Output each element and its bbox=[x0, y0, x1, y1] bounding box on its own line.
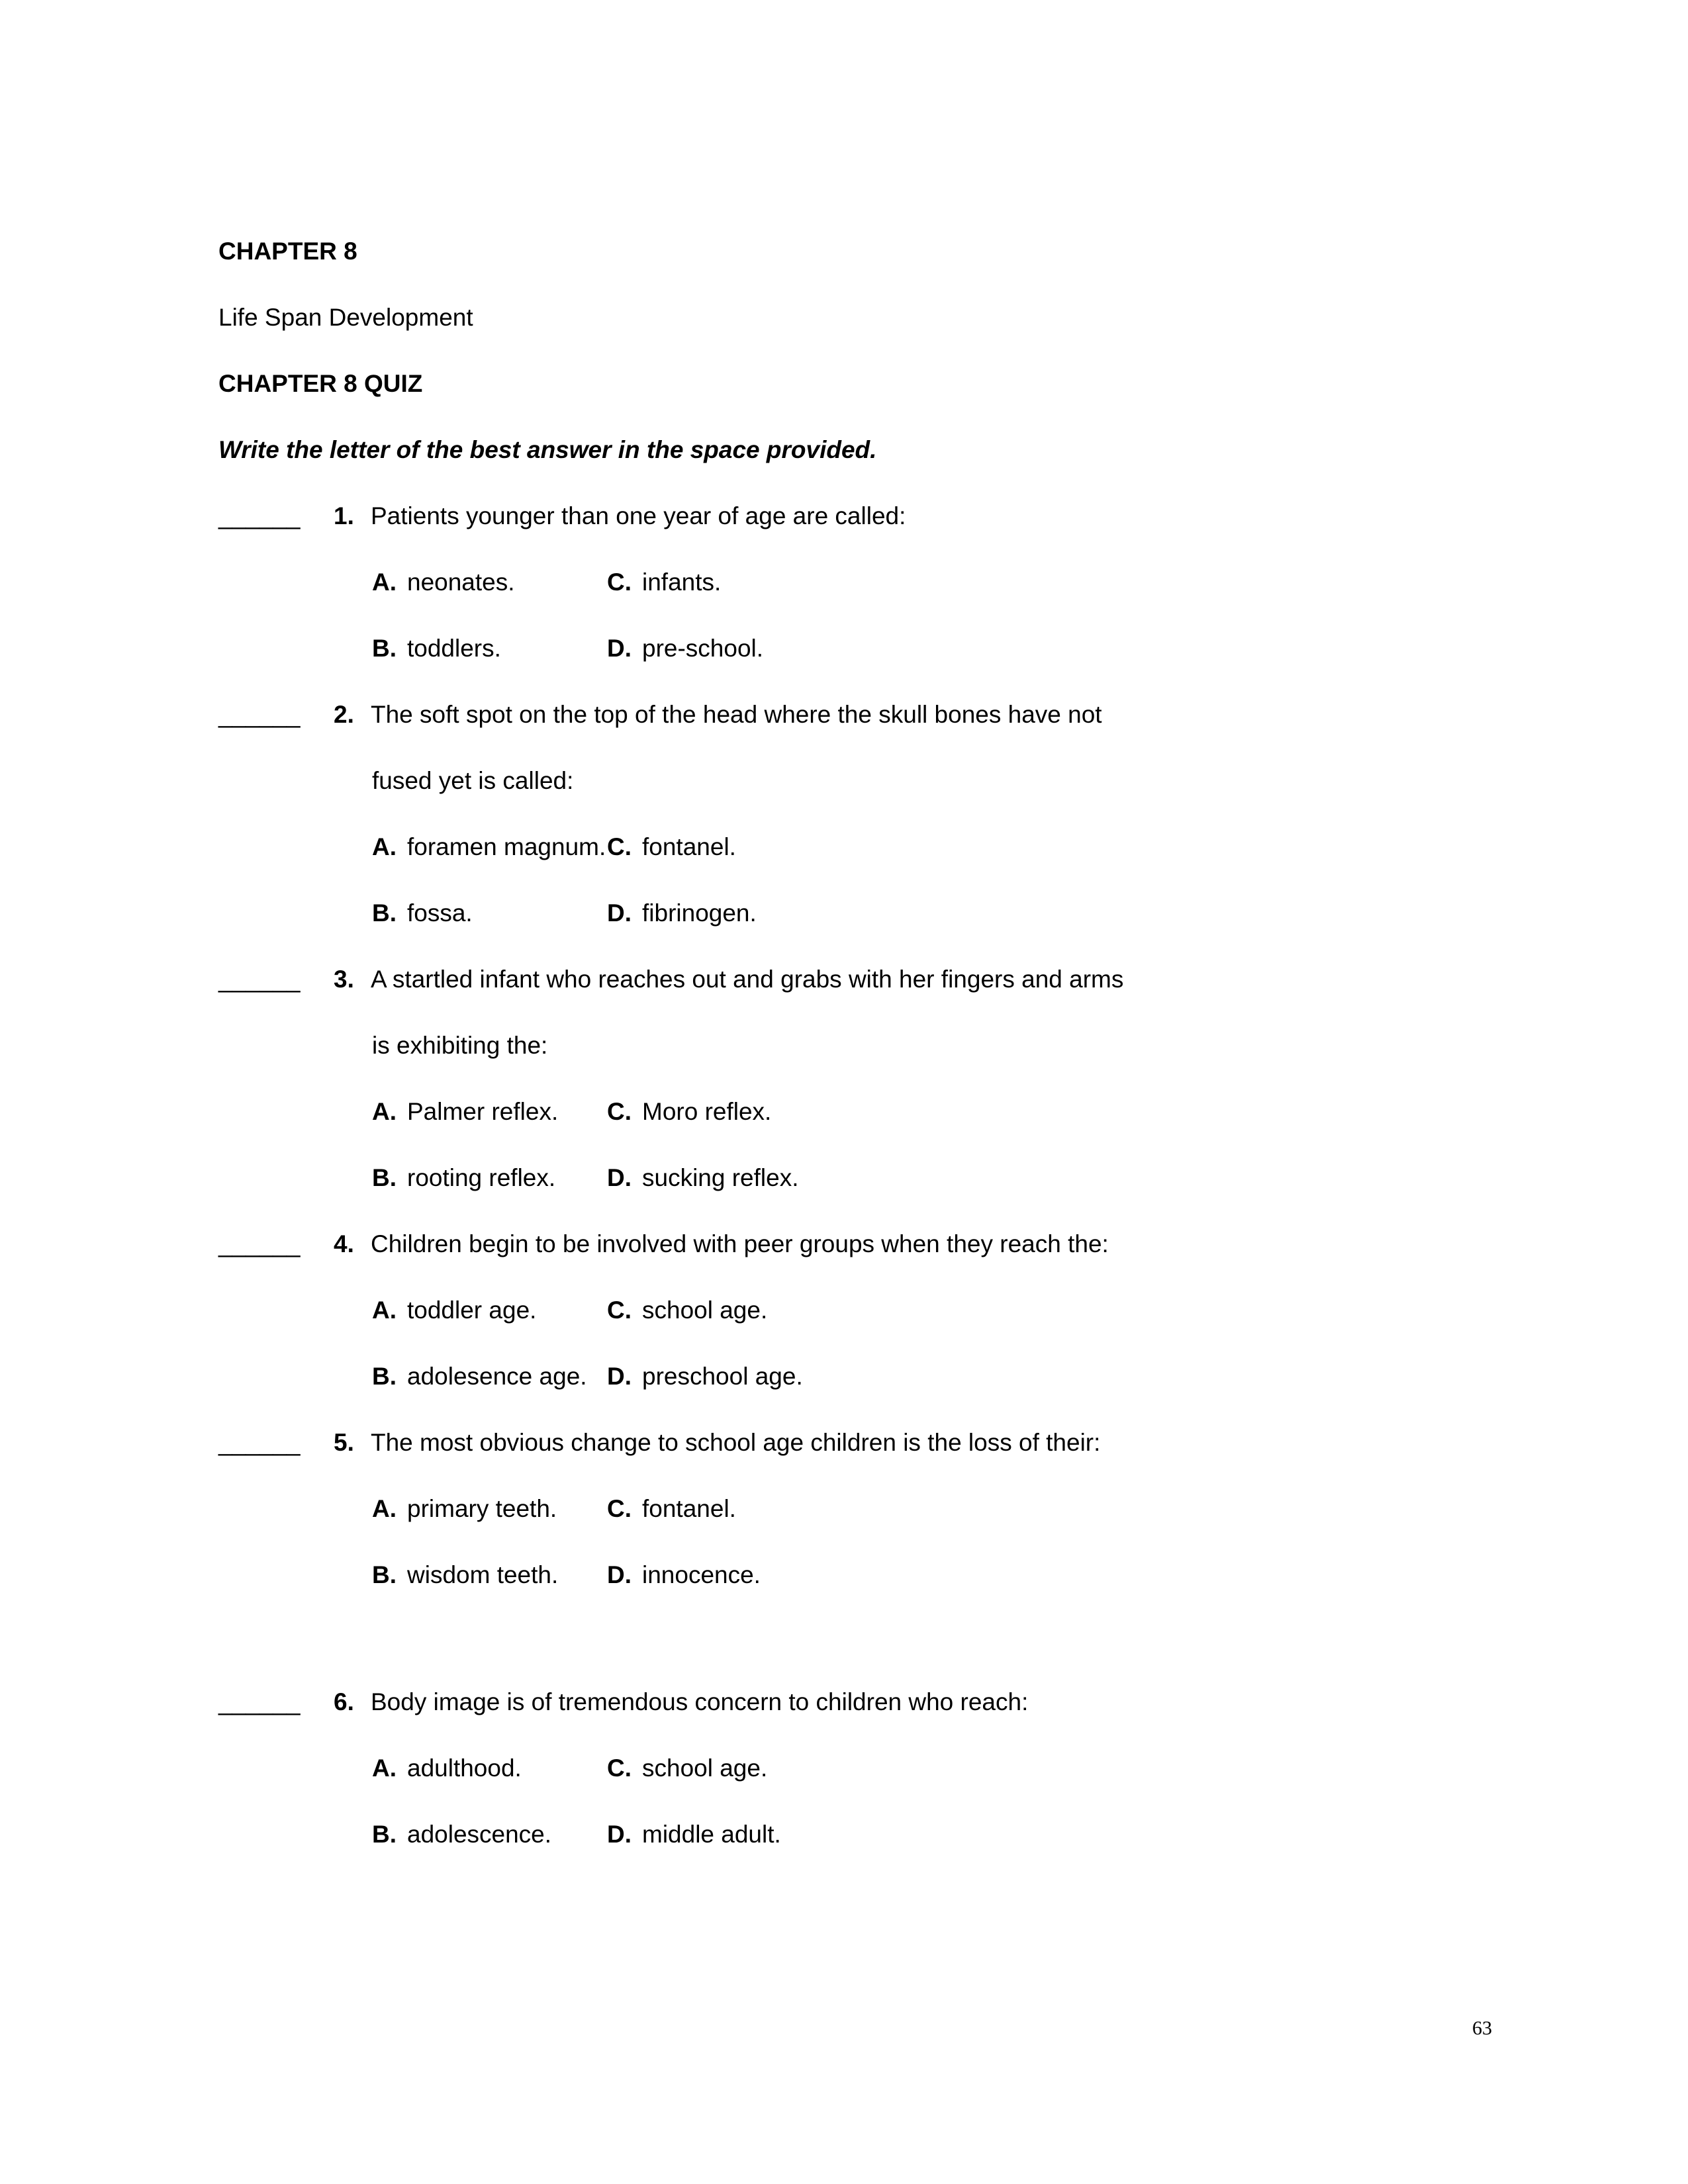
choice-letter-6-c: C. bbox=[607, 1754, 632, 1782]
choice-6-a bbox=[372, 1735, 607, 1801]
choice-text-2-c: fontanel. bbox=[642, 833, 736, 860]
choice-5-a bbox=[372, 1476, 607, 1542]
question-4-choices-row-2 bbox=[372, 1343, 1476, 1410]
page-number: 63 bbox=[1472, 2017, 1492, 2039]
chapter-heading: CHAPTER 8 bbox=[218, 238, 357, 265]
choice-letter-5-a: A. bbox=[372, 1495, 397, 1522]
choice-letter-5-b: B. bbox=[372, 1561, 397, 1588]
choice-2-d bbox=[607, 880, 757, 946]
question-3-choices-row-2 bbox=[372, 1145, 1476, 1211]
choice-text-4-d: preschool age. bbox=[642, 1363, 803, 1390]
question-text-5: The most obvious change to school age children is the loss of their: bbox=[371, 1429, 1101, 1456]
question-2 bbox=[218, 682, 1476, 748]
choice-6-b bbox=[372, 1801, 607, 1868]
question-text-3: A startled infant who reaches out and grabs with her fingers and arms bbox=[371, 966, 1124, 993]
question-5 bbox=[218, 1410, 1476, 1476]
choice-letter-1-d: D. bbox=[607, 635, 632, 662]
choice-letter-4-b: B. bbox=[372, 1363, 397, 1390]
choice-1-b bbox=[372, 615, 607, 682]
choice-letter-2-b: B. bbox=[372, 899, 397, 927]
question-1 bbox=[218, 483, 1476, 549]
choice-text-6-c: school age. bbox=[642, 1754, 768, 1782]
choice-text-5-c: fontanel. bbox=[642, 1495, 736, 1522]
choice-3-d bbox=[607, 1145, 799, 1211]
choice-text-6-a: adulthood. bbox=[407, 1754, 522, 1782]
question-text-2-continuation: fused yet is called: bbox=[372, 767, 574, 794]
choice-text-3-a: Palmer reflex. bbox=[407, 1098, 559, 1125]
choice-text-5-b: wisdom teeth. bbox=[407, 1561, 559, 1588]
question-1-choices-row-1 bbox=[372, 549, 1476, 615]
choice-3-a bbox=[372, 1079, 607, 1145]
answer-blank-5[interactable]: ______ bbox=[218, 1429, 301, 1456]
question-5-choices-row-1 bbox=[372, 1476, 1476, 1542]
choice-2-b bbox=[372, 880, 607, 946]
choice-text-4-b: adolesence age. bbox=[407, 1363, 587, 1390]
choice-6-d bbox=[607, 1801, 781, 1868]
choice-6-c bbox=[607, 1735, 767, 1801]
answer-blank-3[interactable]: ______ bbox=[218, 966, 301, 993]
choice-letter-4-d: D. bbox=[607, 1363, 632, 1390]
question-number-6: 6. bbox=[334, 1688, 354, 1715]
document-body bbox=[218, 218, 1476, 1868]
question-number-4: 4. bbox=[334, 1230, 354, 1257]
choice-letter-3-b: B. bbox=[372, 1164, 397, 1191]
choice-letter-6-d: D. bbox=[607, 1821, 632, 1848]
choice-letter-3-d: D. bbox=[607, 1164, 632, 1191]
choice-text-6-b: adolescence. bbox=[407, 1821, 552, 1848]
choice-5-b bbox=[372, 1542, 607, 1608]
question-text-2: The soft spot on the top of the head where the skull bones have not bbox=[371, 701, 1102, 728]
question-text-1: Patients younger than one year of age are called: bbox=[371, 502, 906, 529]
question-3 bbox=[218, 946, 1476, 1013]
choice-text-6-d: middle adult. bbox=[642, 1821, 781, 1848]
choice-1-c bbox=[607, 549, 721, 615]
question-5-choices-row-2 bbox=[372, 1542, 1476, 1608]
question-4-choices-row-1 bbox=[372, 1277, 1476, 1343]
choice-letter-4-c: C. bbox=[607, 1297, 632, 1324]
choice-5-c bbox=[607, 1476, 736, 1542]
choice-text-2-b: fossa. bbox=[407, 899, 473, 927]
question-text-3-continuation: is exhibiting the: bbox=[372, 1032, 548, 1059]
choice-letter-3-c: C. bbox=[607, 1098, 632, 1125]
question-number-2: 2. bbox=[334, 701, 354, 728]
choice-text-5-a: primary teeth. bbox=[407, 1495, 557, 1522]
question-text-4: Children begin to be involved with peer groups when they reach the: bbox=[371, 1230, 1109, 1257]
choice-text-1-c: infants. bbox=[642, 569, 722, 596]
answer-blank-1[interactable]: ______ bbox=[218, 502, 301, 529]
choice-letter-5-c: C. bbox=[607, 1495, 632, 1522]
question-3-choices-row-1 bbox=[372, 1079, 1476, 1145]
choice-2-c bbox=[607, 814, 736, 880]
question-text-6: Body image is of tremendous concern to children who reach: bbox=[371, 1688, 1029, 1715]
choice-text-2-a: foramen magnum. bbox=[407, 833, 606, 860]
choice-letter-5-d: D. bbox=[607, 1561, 632, 1588]
choice-1-a bbox=[372, 549, 607, 615]
choice-letter-2-d: D. bbox=[607, 899, 632, 927]
choice-letter-3-a: A. bbox=[372, 1098, 397, 1125]
section-spacer bbox=[218, 1608, 1476, 1669]
choice-letter-2-a: A. bbox=[372, 833, 397, 860]
choice-3-c bbox=[607, 1079, 771, 1145]
choice-letter-1-b: B. bbox=[372, 635, 397, 662]
choice-4-a bbox=[372, 1277, 607, 1343]
question-1-choices-row-2 bbox=[372, 615, 1476, 682]
question-6 bbox=[218, 1669, 1476, 1735]
choice-text-3-d: sucking reflex. bbox=[642, 1164, 799, 1191]
quiz-instruction: Write the letter of the best answer in the space provided. bbox=[218, 436, 877, 463]
choice-4-b bbox=[372, 1343, 607, 1410]
choice-4-d bbox=[607, 1343, 803, 1410]
question-2-choices-row-2 bbox=[372, 880, 1476, 946]
choice-text-3-c: Moro reflex. bbox=[642, 1098, 772, 1125]
question-number-1: 1. bbox=[334, 502, 354, 529]
question-4 bbox=[218, 1211, 1476, 1277]
choice-letter-1-a: A. bbox=[372, 569, 397, 596]
choice-text-3-b: rooting reflex. bbox=[407, 1164, 556, 1191]
choice-text-1-d: pre-school. bbox=[642, 635, 764, 662]
answer-blank-4[interactable]: ______ bbox=[218, 1230, 301, 1257]
answer-blank-6[interactable]: ______ bbox=[218, 1688, 301, 1715]
choice-text-4-a: toddler age. bbox=[407, 1297, 537, 1324]
choice-2-a bbox=[372, 814, 607, 880]
choice-text-1-a: neonates. bbox=[407, 569, 515, 596]
choice-1-d bbox=[607, 615, 763, 682]
choice-text-1-b: toddlers. bbox=[407, 635, 501, 662]
choice-letter-2-c: C. bbox=[607, 833, 632, 860]
choice-letter-1-c: C. bbox=[607, 569, 632, 596]
chapter-title: Life Span Development bbox=[218, 304, 473, 331]
choice-text-2-d: fibrinogen. bbox=[642, 899, 757, 927]
choice-text-4-c: school age. bbox=[642, 1297, 768, 1324]
choice-letter-6-b: B. bbox=[372, 1821, 397, 1848]
question-number-5: 5. bbox=[334, 1429, 354, 1456]
choice-5-d bbox=[607, 1542, 761, 1608]
question-6-choices-row-2 bbox=[372, 1801, 1476, 1868]
choice-3-b bbox=[372, 1145, 607, 1211]
choice-text-5-d: innocence. bbox=[642, 1561, 761, 1588]
answer-blank-2[interactable]: ______ bbox=[218, 701, 301, 728]
choice-letter-4-a: A. bbox=[372, 1297, 397, 1324]
choice-letter-6-a: A. bbox=[372, 1754, 397, 1782]
question-number-3: 3. bbox=[334, 966, 354, 993]
question-2-choices-row-1 bbox=[372, 814, 1476, 880]
question-6-choices-row-1 bbox=[372, 1735, 1476, 1801]
choice-4-c bbox=[607, 1277, 767, 1343]
quiz-heading: CHAPTER 8 QUIZ bbox=[218, 370, 423, 397]
